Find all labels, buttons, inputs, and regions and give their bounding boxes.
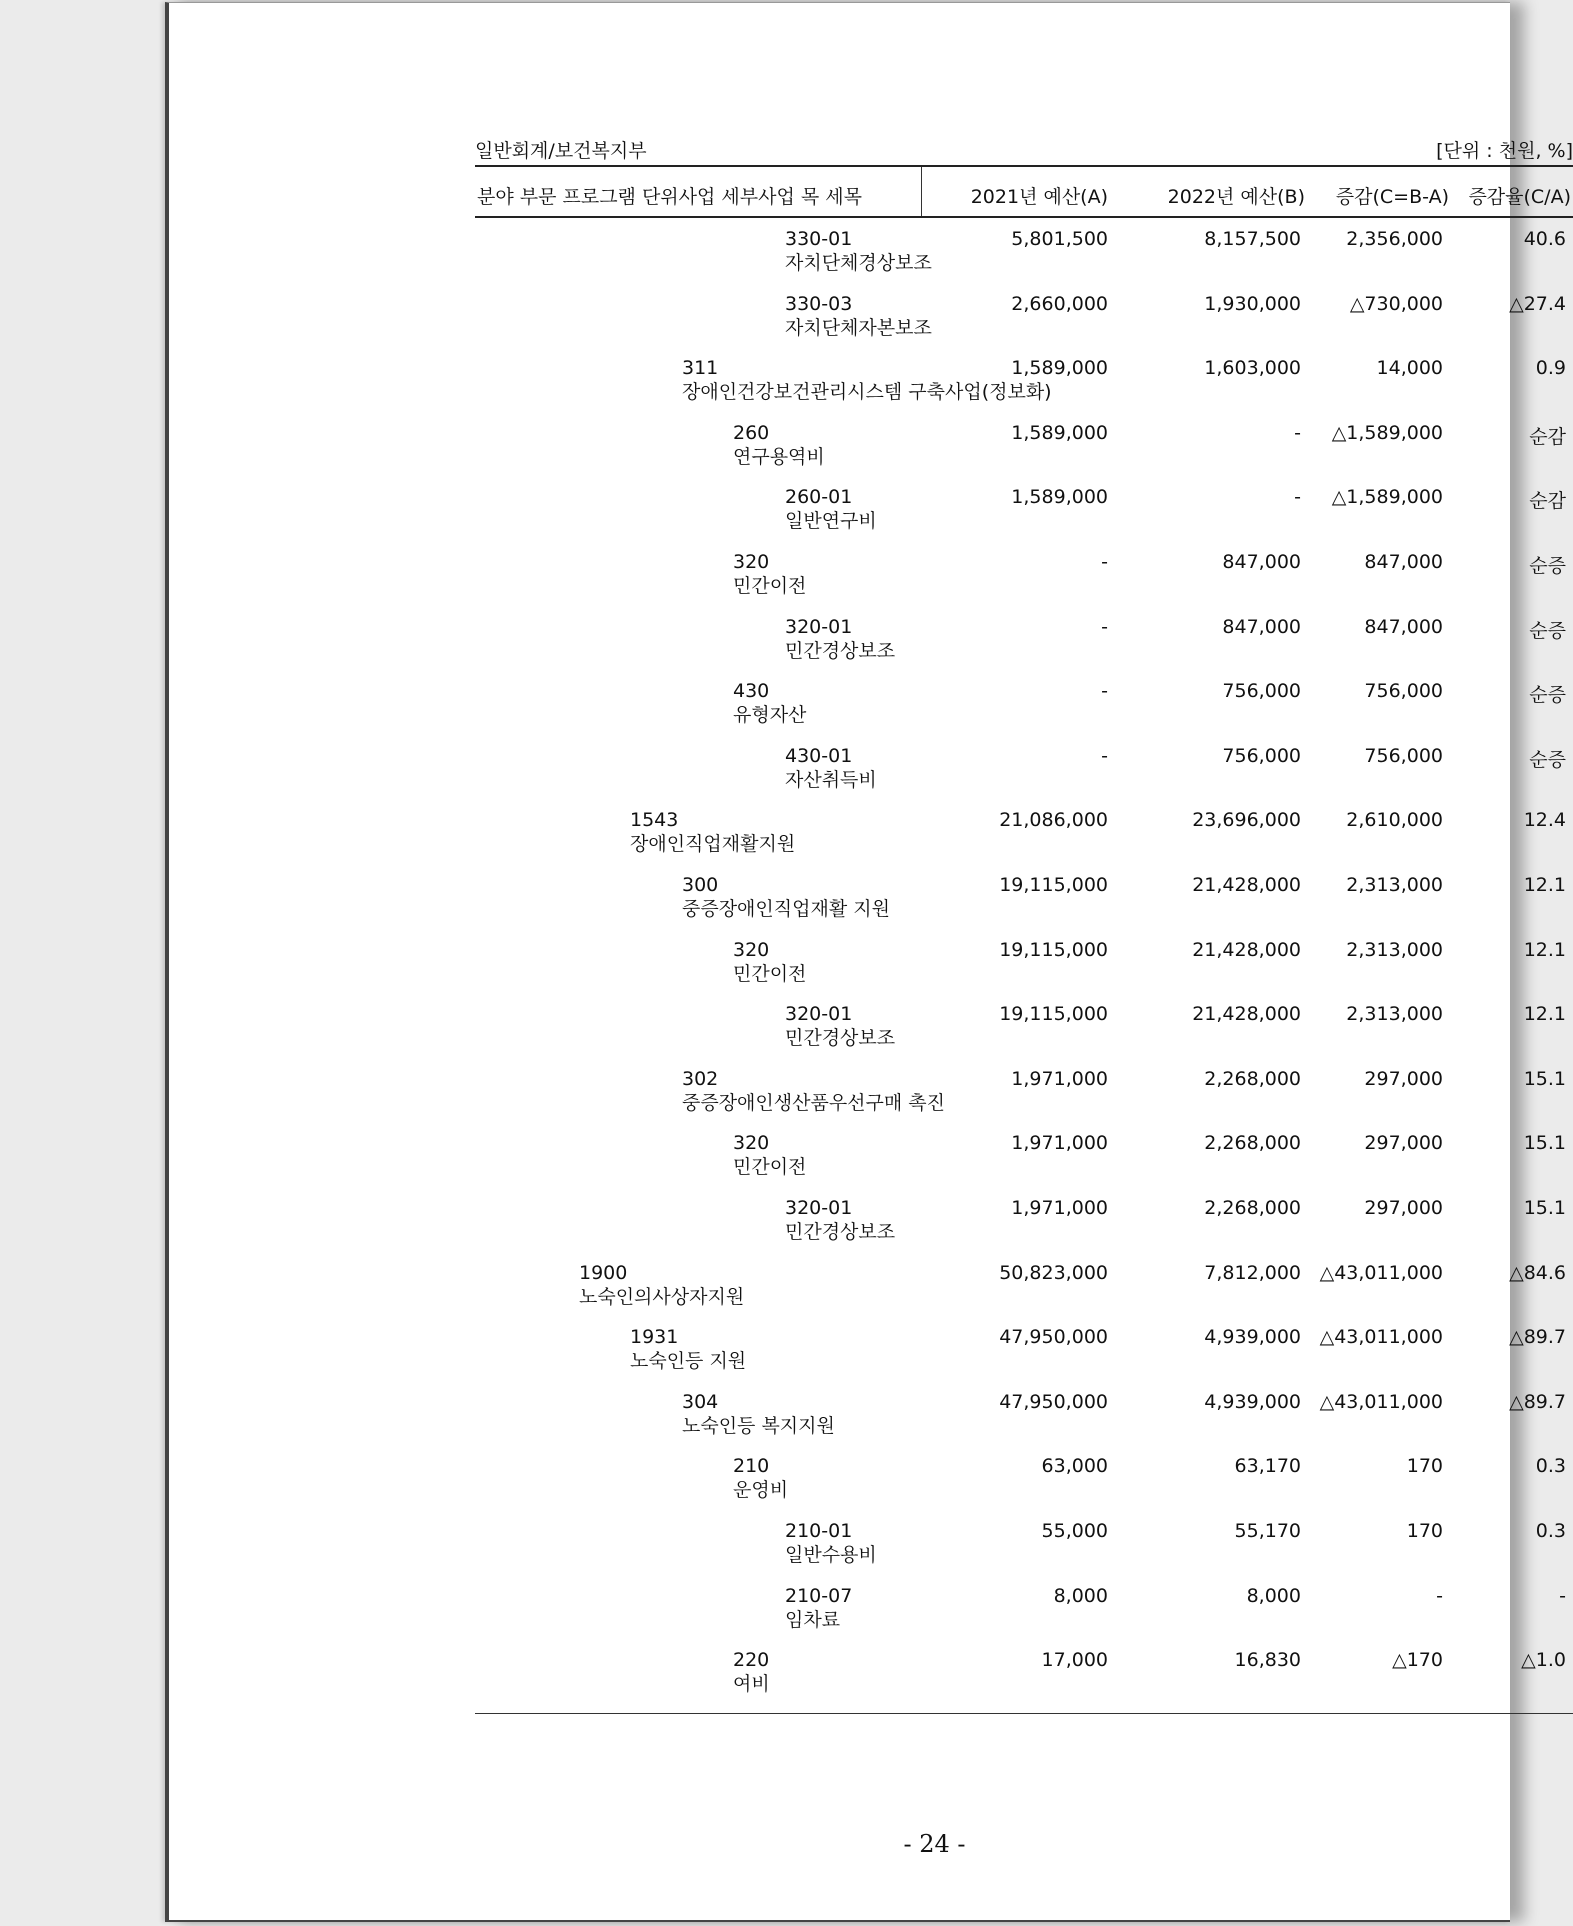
row-difference: 2,313,000 <box>1346 938 1443 961</box>
row-rate: 순증 <box>1529 684 1566 707</box>
row-budget-2022: 63,170 <box>1234 1455 1301 1478</box>
row-rate: 12.1 <box>1523 1003 1566 1026</box>
row-rate: △1.0 <box>1521 1649 1566 1672</box>
row-name: 민간이전 <box>733 962 807 985</box>
col-difference: 증감(C=B-A) <box>1335 186 1449 208</box>
row-budget-2022: 756,000 <box>1222 680 1301 703</box>
row-name: 자치단체자본보조 <box>785 316 932 339</box>
row-budget-2021: 2,660,000 <box>1011 292 1108 315</box>
row-name: 장애인직업재활지원 <box>630 833 796 856</box>
row-code: 260-01 <box>785 486 853 509</box>
row-code: 302 <box>682 1067 719 1090</box>
row-budget-2022: 1,603,000 <box>1204 357 1301 380</box>
row-rate: 15.1 <box>1523 1197 1566 1219</box>
row-code: 1900 <box>579 1261 628 1284</box>
table-row <box>475 293 1573 357</box>
row-name: 유형자산 <box>733 704 807 727</box>
row-name: 민간이전 <box>733 575 807 597</box>
row-code: 304 <box>682 1390 719 1413</box>
table-row <box>475 1585 1573 1649</box>
row-name: 중증장애인생산품우선구매 촉진 <box>682 1091 945 1114</box>
column-divider <box>921 167 922 216</box>
row-budget-2022: 756,000 <box>1222 744 1301 767</box>
row-budget-2021: 1,589,000 <box>1011 486 1108 509</box>
row-difference: △43,011,000 <box>1319 1390 1443 1413</box>
row-rate: △89.7 <box>1509 1390 1566 1413</box>
row-budget-2021: 47,950,000 <box>999 1326 1108 1349</box>
row-budget-2022: 21,428,000 <box>1192 938 1301 961</box>
row-difference: 297,000 <box>1364 1067 1443 1090</box>
table-row <box>475 1003 1573 1067</box>
table-header-info <box>475 136 1573 163</box>
row-difference: - <box>1436 1584 1443 1607</box>
row-difference: 847,000 <box>1364 615 1443 638</box>
row-difference: 297,000 <box>1364 1197 1443 1219</box>
row-rate: 12.1 <box>1523 938 1566 961</box>
table-row <box>475 228 1573 292</box>
row-budget-2021: 8,000 <box>1053 1584 1108 1607</box>
row-budget-2022: 2,268,000 <box>1204 1197 1301 1219</box>
row-budget-2021: 21,086,000 <box>999 809 1108 832</box>
column-header-row <box>475 165 1573 218</box>
row-budget-2021: - <box>1101 680 1108 703</box>
row-name: 운영비 <box>733 1479 789 1502</box>
row-code: 1931 <box>630 1326 679 1349</box>
row-rate: △89.7 <box>1509 1326 1566 1349</box>
row-rate: 0.3 <box>1535 1520 1566 1542</box>
account-label: 일반회계/보건복지부 <box>475 140 647 162</box>
row-budget-2022: 2,268,000 <box>1204 1132 1301 1155</box>
col-structure: 분야 부문 프로그램 단위사업 세부사업 목 세목 <box>477 186 862 208</box>
table-row <box>475 1391 1573 1455</box>
row-budget-2022: 7,812,000 <box>1204 1261 1301 1284</box>
row-name: 노숙인등 지원 <box>630 1350 747 1373</box>
row-budget-2022: 8,000 <box>1246 1584 1301 1607</box>
row-difference: 847,000 <box>1364 551 1443 573</box>
row-code: 330-03 <box>785 292 853 315</box>
row-name: 일반연구비 <box>785 510 877 533</box>
row-code: 320-01 <box>785 1197 853 1219</box>
row-difference: △1,589,000 <box>1331 421 1443 444</box>
row-rate: 0.3 <box>1535 1455 1566 1478</box>
table-row <box>475 745 1573 809</box>
row-rate: 12.1 <box>1523 874 1566 896</box>
row-difference: 170 <box>1406 1455 1443 1478</box>
row-budget-2021: 1,971,000 <box>1011 1067 1108 1090</box>
table-row <box>475 1262 1573 1326</box>
row-rate: 12.4 <box>1523 809 1566 832</box>
table-row <box>475 939 1573 1003</box>
row-name: 자치단체경상보조 <box>785 252 932 274</box>
row-budget-2022: 847,000 <box>1222 615 1301 638</box>
row-rate: 순증 <box>1529 619 1566 642</box>
row-rate: 순감 <box>1529 425 1566 448</box>
row-budget-2021: 63,000 <box>1041 1455 1108 1478</box>
row-code: 300 <box>682 874 719 896</box>
row-rate: 0.9 <box>1535 357 1566 380</box>
row-budget-2022: 21,428,000 <box>1192 874 1301 896</box>
table-row <box>475 680 1573 744</box>
row-budget-2022: - <box>1294 486 1301 509</box>
table-row <box>475 1197 1573 1261</box>
row-budget-2022: 4,939,000 <box>1204 1326 1301 1349</box>
row-rate: 순증 <box>1529 555 1566 577</box>
row-budget-2021: 55,000 <box>1041 1520 1108 1542</box>
row-name: 민간이전 <box>733 1156 807 1179</box>
row-difference: △43,011,000 <box>1319 1326 1443 1349</box>
row-budget-2021: 19,115,000 <box>999 874 1108 896</box>
row-difference: △730,000 <box>1349 292 1443 315</box>
col-2022-budget: 2022년 예산(B) <box>1167 186 1305 208</box>
row-budget-2022: 847,000 <box>1222 551 1301 573</box>
table-bottom-rule <box>475 1713 1573 1714</box>
col-rate: 증감율(C/A) <box>1468 186 1571 208</box>
row-code: 320 <box>733 551 770 573</box>
table-row <box>475 422 1573 486</box>
row-budget-2022: 55,170 <box>1234 1520 1301 1542</box>
row-code: 220 <box>733 1649 770 1672</box>
unit-label: [단위 : 천원, %] <box>1436 140 1573 162</box>
row-difference: 2,610,000 <box>1346 809 1443 832</box>
row-code: 210-01 <box>785 1520 853 1542</box>
row-budget-2022: 16,830 <box>1234 1649 1301 1672</box>
row-code: 320 <box>733 1132 770 1155</box>
row-name: 장애인건강보건관리시스템 구축사업(정보화) <box>682 381 1052 404</box>
row-difference: △43,011,000 <box>1319 1261 1443 1284</box>
row-name: 민간경상보조 <box>785 1221 896 1243</box>
col-2021-budget: 2021년 예산(A) <box>970 186 1108 208</box>
row-code: 320-01 <box>785 615 853 638</box>
row-name: 민간경상보조 <box>785 639 896 662</box>
row-budget-2021: 1,589,000 <box>1011 357 1108 380</box>
row-difference: 170 <box>1406 1520 1443 1542</box>
row-budget-2021: 1,971,000 <box>1011 1197 1108 1219</box>
row-code: 320 <box>733 938 770 961</box>
table-row <box>475 1326 1573 1390</box>
table-row <box>475 1649 1573 1713</box>
row-rate: 15.1 <box>1523 1132 1566 1155</box>
row-code: 260 <box>733 421 770 444</box>
table-row <box>475 1132 1573 1196</box>
row-name: 일반수용비 <box>785 1544 877 1566</box>
row-difference: 2,313,000 <box>1346 874 1443 896</box>
row-difference: 14,000 <box>1376 357 1443 380</box>
row-difference: 2,356,000 <box>1346 228 1443 250</box>
table-row <box>475 1455 1573 1519</box>
row-budget-2022: 23,696,000 <box>1192 809 1301 832</box>
row-code: 311 <box>682 357 719 380</box>
row-rate: 순증 <box>1529 748 1566 771</box>
row-budget-2021: - <box>1101 615 1108 638</box>
row-budget-2022: 4,939,000 <box>1204 1390 1301 1413</box>
row-budget-2022: 21,428,000 <box>1192 1003 1301 1026</box>
row-code: 1543 <box>630 809 679 832</box>
row-name: 중증장애인직업재활 지원 <box>682 898 890 920</box>
row-code: 430-01 <box>785 744 853 767</box>
row-code: 320-01 <box>785 1003 853 1026</box>
row-budget-2022: 1,930,000 <box>1204 292 1301 315</box>
row-difference: △1,589,000 <box>1331 486 1443 509</box>
row-name: 민간경상보조 <box>785 1027 896 1050</box>
row-name: 자산취득비 <box>785 768 877 791</box>
row-code: 210-07 <box>785 1584 853 1607</box>
table-row <box>475 1520 1573 1584</box>
row-code: 210 <box>733 1455 770 1478</box>
row-difference: 2,313,000 <box>1346 1003 1443 1026</box>
row-rate: 40.6 <box>1523 228 1566 250</box>
document-page <box>165 2 1573 1922</box>
row-name: 노숙인등 복지지원 <box>682 1414 835 1437</box>
row-budget-2021: 50,823,000 <box>999 1261 1108 1284</box>
row-budget-2021: 19,115,000 <box>999 938 1108 961</box>
row-code: 330-01 <box>785 228 853 250</box>
row-rate: △84.6 <box>1509 1261 1566 1284</box>
row-difference: △170 <box>1392 1649 1443 1672</box>
row-difference: 756,000 <box>1364 680 1443 703</box>
table-row <box>475 1068 1573 1132</box>
row-budget-2021: 1,971,000 <box>1011 1132 1108 1155</box>
row-budget-2021: - <box>1101 551 1108 573</box>
row-budget-2021: 47,950,000 <box>999 1390 1108 1413</box>
row-difference: 297,000 <box>1364 1132 1443 1155</box>
row-budget-2022: 2,268,000 <box>1204 1067 1301 1090</box>
row-difference: 756,000 <box>1364 744 1443 767</box>
row-budget-2022: 8,157,500 <box>1204 228 1301 250</box>
row-name: 임차료 <box>785 1608 841 1631</box>
row-name: 연구용역비 <box>733 445 825 468</box>
row-rate: △27.4 <box>1509 292 1566 315</box>
table-row <box>475 874 1573 938</box>
page-number: - 24 - <box>903 1830 966 1858</box>
row-budget-2021: 1,589,000 <box>1011 421 1108 444</box>
table-row <box>475 616 1573 680</box>
row-budget-2021: 17,000 <box>1041 1649 1108 1672</box>
table-row <box>475 486 1573 550</box>
table-row <box>475 809 1573 873</box>
table-row <box>475 551 1573 615</box>
row-rate: 15.1 <box>1523 1067 1566 1090</box>
row-name: 노숙인의사상자지원 <box>579 1285 745 1308</box>
row-budget-2021: 19,115,000 <box>999 1003 1108 1026</box>
row-code: 430 <box>733 680 770 703</box>
row-budget-2021: 5,801,500 <box>1011 228 1108 250</box>
row-rate: - <box>1559 1584 1566 1607</box>
row-budget-2021: - <box>1101 744 1108 767</box>
row-name: 여비 <box>733 1673 770 1696</box>
row-rate: 순감 <box>1529 490 1566 513</box>
table-row <box>475 357 1573 421</box>
row-budget-2022: - <box>1294 421 1301 444</box>
